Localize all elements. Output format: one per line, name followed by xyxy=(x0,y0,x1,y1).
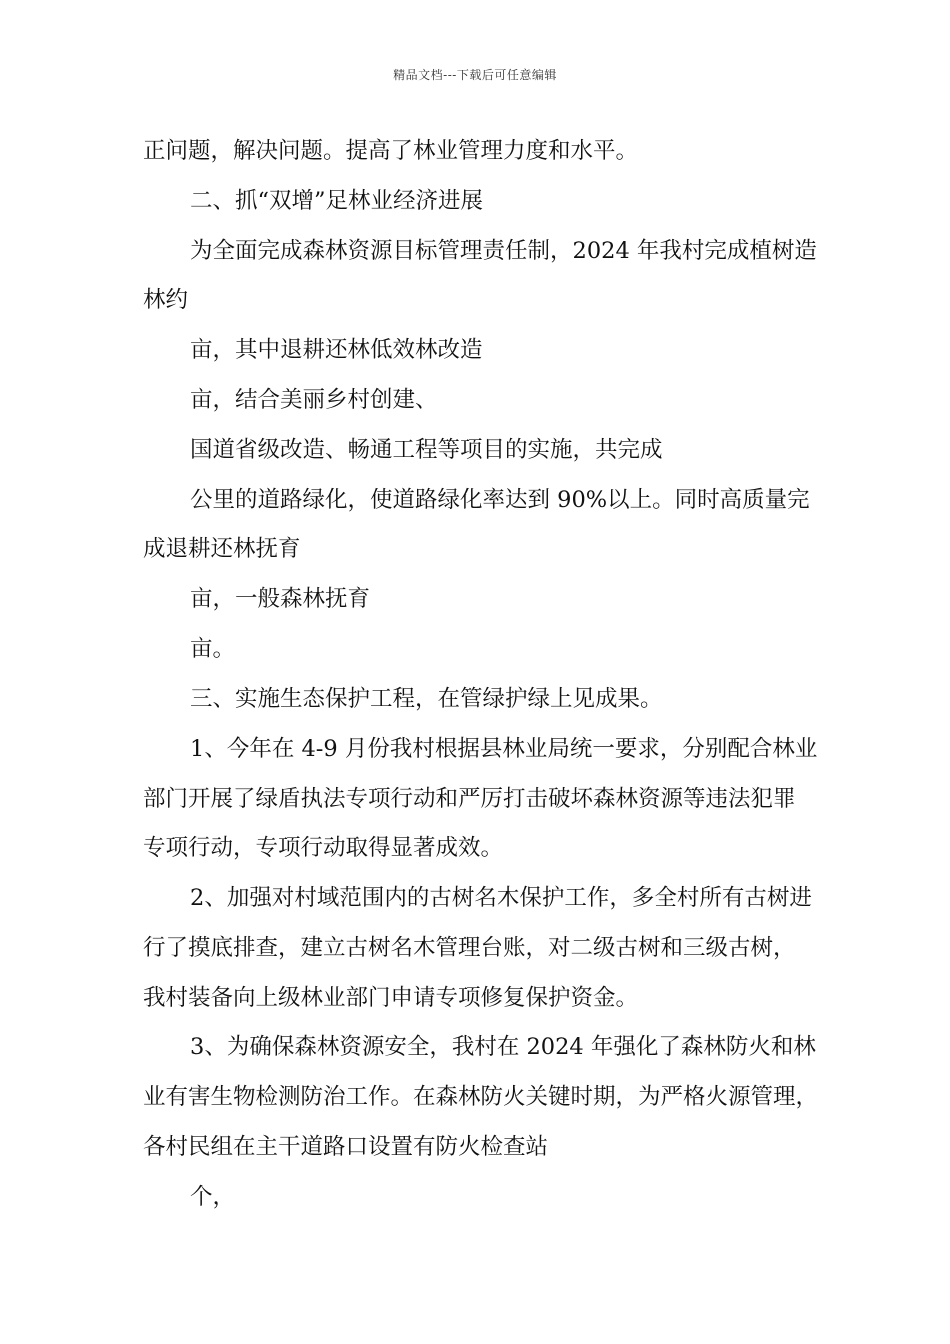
section-heading: 三、实施生态保护工程，在管绿护绿上见成果。 xyxy=(190,686,663,712)
paragraph-line: 行了摸底排查，建立古树名木管理台账，对二级古树和三级古树， xyxy=(143,935,796,961)
paragraph-line: 3、为确保森林资源安全，我村在 2024 年强化了森林防火和林 xyxy=(190,1034,816,1060)
paragraph-line: 部门开展了绿盾执法专项行动和严厉打击破坏森林资源等违法犯罪 xyxy=(143,786,796,812)
paragraph-line: 个， xyxy=(190,1184,236,1210)
page-header: 精品文档---下载后可任意编辑 xyxy=(393,68,557,82)
paragraph-line: 成退耕还林抚育 xyxy=(143,536,301,562)
paragraph-line: 为全面完成森林资源目标管理责任制，2024 年我村完成植树造 xyxy=(190,238,817,264)
paragraph-line: 公里的道路绿化，使道路绿化率达到 90%以上。同时高质量完 xyxy=(190,487,810,513)
paragraph-line: 1、今年在 4-9 月份我村根据县林业局统一要求，分别配合林业 xyxy=(190,736,818,762)
paragraph-line: 专项行动，专项行动取得显著成效。 xyxy=(143,835,504,861)
paragraph-line: 国道省级改造、畅通工程等项目的实施，共完成 xyxy=(190,437,663,463)
paragraph-line: 业有害生物检测防治工作。在森林防火关键时期，为严格火源管理， xyxy=(143,1084,819,1110)
paragraph-line: 亩，结合美丽乡村创建、 xyxy=(190,387,438,413)
paragraph-line: 亩，一般森林抚育 xyxy=(190,586,371,612)
paragraph-line: 林约 xyxy=(143,287,189,313)
paragraph-line: 亩，其中退耕还林低效林改造 xyxy=(190,337,483,363)
section-heading: 二、抓“双增”足林业经济进展 xyxy=(190,188,484,214)
paragraph-line: 正问题，解决问题。提高了林业管理力度和水平。 xyxy=(143,138,639,164)
paragraph-line: 2、加强对村域范围内的古树名木保护工作，多全村所有古树进 xyxy=(190,885,812,911)
paragraph-line: 各村民组在主干道路口设置有防火检查站 xyxy=(143,1134,549,1160)
paragraph-line: 我村装备向上级林业部门申请专项修复保护资金。 xyxy=(143,985,639,1011)
paragraph-line: 亩。 xyxy=(190,636,236,662)
